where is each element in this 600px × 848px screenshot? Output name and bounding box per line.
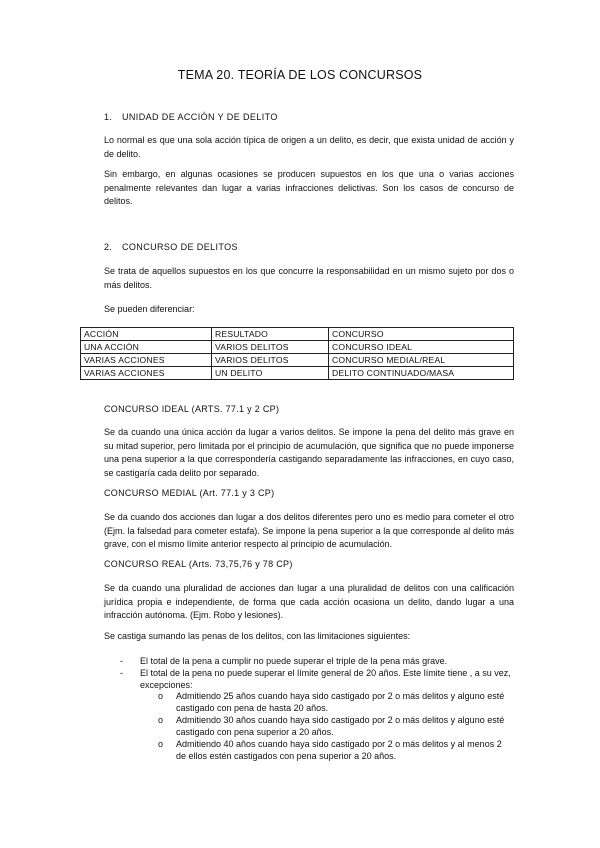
sublist-item: Admitiendo 25 años cuando haya sido castigado por 2 o más delitos y alguno esté bbox=[176, 691, 505, 701]
concursos-table bbox=[80, 327, 514, 380]
table-cell: DELITO CONTINUADO/MASA bbox=[329, 367, 514, 380]
table-cell: VARIAS ACCIONES bbox=[81, 367, 212, 380]
sublist-item-continuation: castigado con pena superior a 20 años. bbox=[176, 727, 334, 737]
concurso-ideal-text: Se da cuando una única acción da lugar a varios delitos. Se impone la pena del delito más grave en su mitad superior, pero limitada por el principio de acumulación, que significa que no puede imponerse una pena superior a la que correspondería castigando separadamente las infracciones, en cuyo caso, se castigaría cada delito por separado. bbox=[104, 427, 514, 478]
table-cell: VARIOS DELITOS bbox=[212, 341, 329, 354]
table-cell: UNA ACCIÓN bbox=[81, 341, 212, 354]
table-header-cell: ACCIÓN bbox=[81, 328, 212, 341]
table-cell: UN DELITO bbox=[212, 367, 329, 380]
table-cell: CONCURSO IDEAL bbox=[329, 341, 514, 354]
table-row bbox=[81, 354, 514, 367]
list-dash: - bbox=[120, 668, 123, 678]
section-1-number: 1. bbox=[104, 112, 113, 122]
sublist-item: Admitiendo 40 años cuando haya sido castigado por 2 o más delitos y al menos 2 bbox=[176, 739, 502, 749]
table-header-cell: RESULTADO bbox=[212, 328, 329, 341]
sublist-bullet: o bbox=[158, 739, 164, 749]
sublist-item: Admitiendo 30 años cuando haya sido castigado por 2 o más delitos y alguno esté bbox=[176, 715, 505, 725]
concurso-real-heading: CONCURSO REAL (Arts. 73,75,76 y 78 CP) bbox=[104, 559, 293, 569]
sublist-bullet: o bbox=[158, 715, 164, 725]
list-item: El total de la pena a cumplir no puede superar el triple de la pena más grave. bbox=[140, 656, 448, 666]
table-cell: VARIAS ACCIONES bbox=[81, 354, 212, 367]
section-2-number: 2. bbox=[104, 242, 113, 252]
section-2-heading bbox=[104, 242, 238, 252]
list-dash: - bbox=[120, 656, 123, 666]
section-1-title: UNIDAD DE ACCIÓN Y DE DELITO bbox=[122, 112, 278, 122]
section-1-paragraph-2: Sin embargo, en algunas ocasiones se producen supuestos en los que una o varias acciones penalmente relevantes dan lugar a varias infracciones delictivas. Son los casos de concurso de delitos. bbox=[104, 169, 514, 206]
concurso-real-text-2: Se castiga sumando las penas de los delitos, con las limitaciones siguientes: bbox=[104, 631, 411, 641]
concurso-medial-heading: CONCURSO MEDIAL (Art. 77.1 y 3 CP) bbox=[104, 488, 275, 498]
table-row bbox=[81, 367, 514, 380]
section-1-paragraph-1: Lo normal es que una sola acción típica de origen a un delito, es decir, que exista unidad de acción y de delito. bbox=[104, 135, 514, 159]
section-2-title: CONCURSO DE DELITOS bbox=[122, 242, 238, 252]
section-2-paragraph-2: Se pueden diferenciar: bbox=[104, 304, 195, 314]
concurso-real-text: Se da cuando una pluralidad de acciones dan lugar a una pluralidad de delitos con una calificación jurídica propia e independiente, de forma que cada acción ocasiona un delito, dando lugar a una infracción autónoma. (Ejm. Robo y lesiones). bbox=[104, 583, 514, 620]
sublist-item-continuation: de ellos estén castigados con pena superior a 20 años. bbox=[176, 751, 397, 761]
table-header-cell: CONCURSO bbox=[329, 328, 514, 341]
sublist-item-continuation: castigado con pena de hasta 20 años. bbox=[176, 703, 329, 713]
table-cell: VARIOS DELITOS bbox=[212, 354, 329, 367]
concurso-ideal-heading: CONCURSO IDEAL (ARTS. 77.1 y 2 CP) bbox=[104, 404, 280, 414]
table-header-row bbox=[81, 328, 514, 341]
document-title: TEMA 20. TEORÍA DE LOS CONCURSOS bbox=[177, 68, 423, 82]
section-2-paragraph-1: Se trata de aquellos supuestos en los que concurre la responsabilidad en un mismo sujeto por dos o más delitos. bbox=[104, 266, 514, 290]
list-item: El total de la pena no puede superar el límite general de 20 años. Este límite tiene , a su vez, bbox=[140, 668, 511, 678]
table-cell: CONCURSO MEDIAL/REAL bbox=[329, 354, 514, 367]
table-row bbox=[81, 341, 514, 354]
section-1-heading bbox=[104, 112, 278, 122]
concurso-medial-text: Se da cuando dos acciones dan lugar a dos delitos diferentes pero uno es medio para cometer el otro (Ejm. la falsedad para cometer estafa). Se impone la pena superior a la que corresponde al delito más grave, con el mismo límite anterior respecto al principio de acumulación. bbox=[104, 512, 514, 549]
sublist-bullet: o bbox=[158, 691, 164, 701]
list-item-continuation: excepciones: bbox=[140, 680, 193, 690]
